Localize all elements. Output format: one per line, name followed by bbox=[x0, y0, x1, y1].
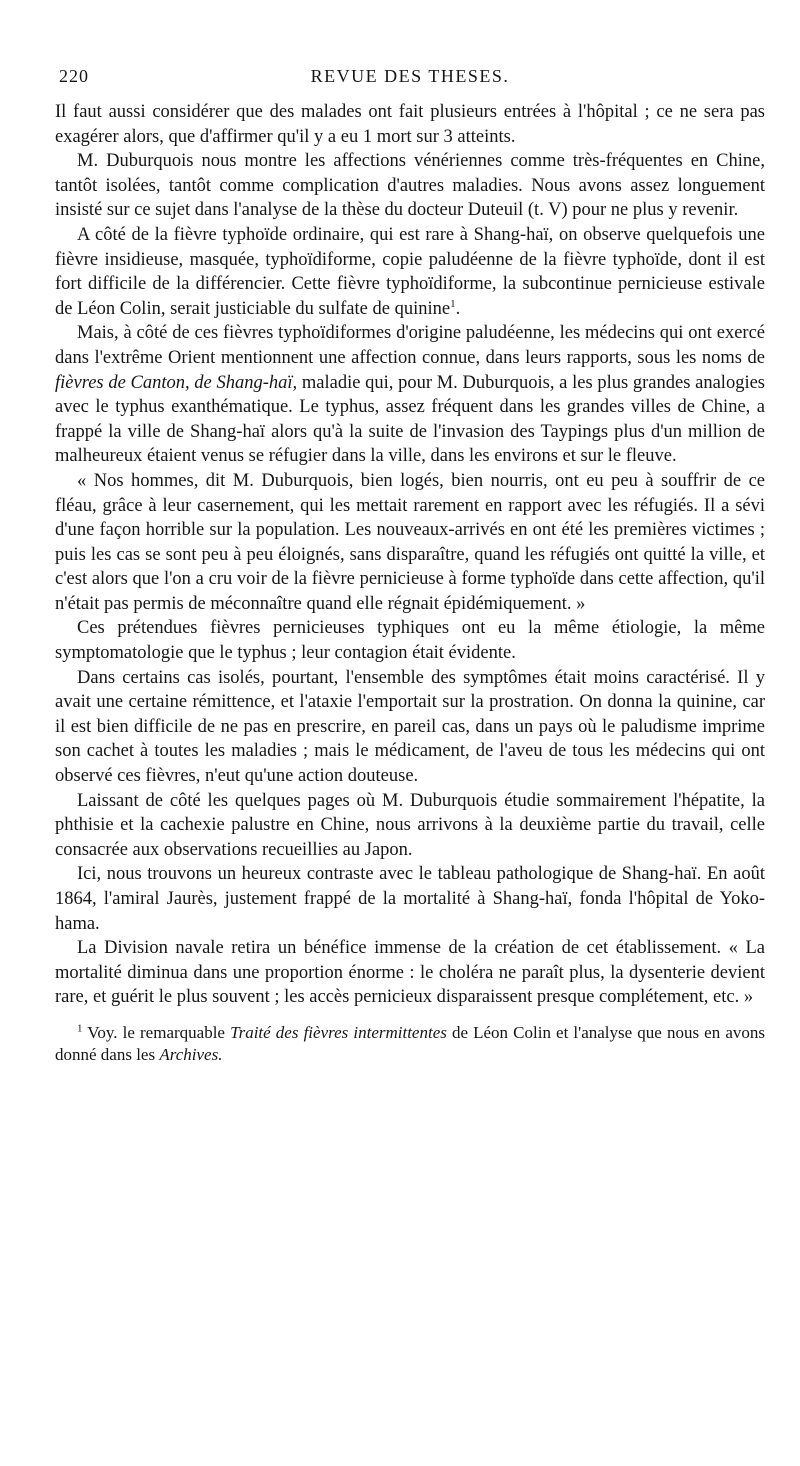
text-run: maladie qui, pour M. Duburquois, a les plus grandes analogies avec le typhus exanthématique. Le typhus, assez fréquent dans les grandes villes de Chine, a frappé la ville de Shang-haï alors qu'à la suite de l'invasion des Taypings plus d'un million de malheureux étaient venus se réfugier dans la ville, dans les environs et sur le fleuve. bbox=[55, 372, 765, 467]
footnote-mark: 1 bbox=[77, 1022, 83, 1035]
text-run: La Division navale retira un bénéfice immense de la création de cet établissement. « La mortalité diminua dans une proportion énorme : le choléra ne paraît plus, la dysenterie devient rare, et guérit le plus souvent ; les accès pernicieux disparaissent presque complétement, etc. » bbox=[55, 938, 765, 1008]
footnote bbox=[55, 1022, 765, 1066]
paragraph bbox=[55, 100, 765, 149]
paragraph bbox=[55, 616, 765, 665]
text-run: « Nos hommes, dit M. Duburquois, bien logés, bien nourris, ont eu peu à souffrir de ce fléau, grâce à leur casernement, qui les mettait rarement en rapport avec les réfugiés. Il a sévi d'une façon horrible sur la population. Les nouveaux-arrivés en ont été les premières victimes ; puis les cas se sont peu à peu éloignés, sans disparaître, quand les réfugiés ont quitté la ville, et c'est alors que l'on a cru voir de la fièvre pernicieuse à forme typhoïde dans cette affection, qu'il n'était pas permis de méconnaître quand elle régnait épidémiquement. » bbox=[55, 470, 765, 614]
text-run: M. Duburquois nous montre les affections vénériennes comme très-fréquentes en Chine, tantôt isolées, tantôt comme complication d'autres maladies. Nous avons assez longuement insisté sur ce sujet dans l'analyse de la thèse du docteur Duteuil (t. V) pour ne plus y revenir. bbox=[55, 151, 765, 221]
paragraph bbox=[55, 321, 765, 469]
text-run: Laissant de côté les quelques pages où M. Duburquois étudie sommairement l'hépatite, la phthisie et la cachexie palustre en Chine, nous arrivons à la deuxième partie du travail, celle consacrée aux observations recueillies au Japon. bbox=[55, 790, 765, 860]
paragraph bbox=[55, 223, 765, 321]
italic-text: Archives. bbox=[159, 1044, 223, 1064]
italic-text: fièvres de Canton, de Shang-haï, bbox=[55, 372, 298, 393]
paragraph bbox=[55, 936, 765, 1010]
text-run: Dans certains cas isolés, pourtant, l'ensemble des symptômes était moins caractérisé. Il y avait une certaine rémittence, et l'ataxie l'emportait sur la prostration. On donna la quinine, car il est bien difficile de ne pas en prescrire, en pareil cas, dans un pays où le paludisme imprime son cachet à toutes les maladies ; mais le médicament, de l'aveu de tous les médecins qui ont observé ces fièvres, n'eut qu'une action douteuse. bbox=[55, 667, 765, 787]
paragraph bbox=[55, 469, 765, 617]
text-run: Ici, nous trouvons un heureux contraste avec le tableau pathologique de Shang-haï. En août 1864, l'amiral Jaurès, justement frappé de la mortalité à Shang-haï, fonda l'hôpital de Yoko-hama. bbox=[55, 864, 765, 934]
paragraph bbox=[55, 789, 765, 863]
text-run: Il faut aussi considérer que des malades ont fait plusieurs entrées à l'hôpital ; ce ne sera pas exagérer alors, que d'affirmer qu'il y a eu 1 mort sur 3 atteints. bbox=[55, 102, 765, 147]
page-number: 220 bbox=[59, 66, 89, 86]
text-run: Mais, à côté de ces fièvres typhoïdiformes d'origine paludéenne, les médecins qui ont exercé dans l'extrême Orient mentionnent une affection connue, dans leurs rapports, sous les noms de bbox=[55, 323, 765, 368]
text-run: Ces prétendues fièvres pernicieuses typhiques ont eu la même étiologie, la même symptomatologie que le typhus ; leur contagion était évidente. bbox=[55, 618, 765, 664]
paragraph bbox=[55, 862, 765, 936]
paragraph bbox=[55, 666, 765, 789]
text-run: de Léon Colin et l'analyse que nous en avons donné dans les bbox=[55, 1022, 765, 1064]
document-page bbox=[55, 66, 765, 1066]
body-text bbox=[55, 100, 765, 1010]
text-run: A côté de la fièvre typhoïde ordinaire, qui est rare à Shang-haï, on observe quelquefois une fièvre insidieuse, masquée, typhoïdiforme, copie paludéenne de la fièvre typhoïde, dont il est fort difficile de la différencier. Cette fièvre typhoïdiforme, la subcontinue pernicieuse estivale de Léon Colin, serait justiciable du sulfate de quinine bbox=[55, 224, 765, 319]
footnote-reference: 1 bbox=[450, 297, 456, 310]
paragraph bbox=[55, 149, 765, 223]
running-title: REVUE DES THESES. bbox=[310, 66, 510, 86]
footnote-text bbox=[55, 1023, 765, 1064]
text-run: . bbox=[455, 298, 461, 319]
italic-text: Traité des fièvres intermittentes bbox=[230, 1022, 447, 1042]
text-run: Voy. le remarquable bbox=[82, 1022, 231, 1042]
page-header bbox=[55, 66, 765, 100]
